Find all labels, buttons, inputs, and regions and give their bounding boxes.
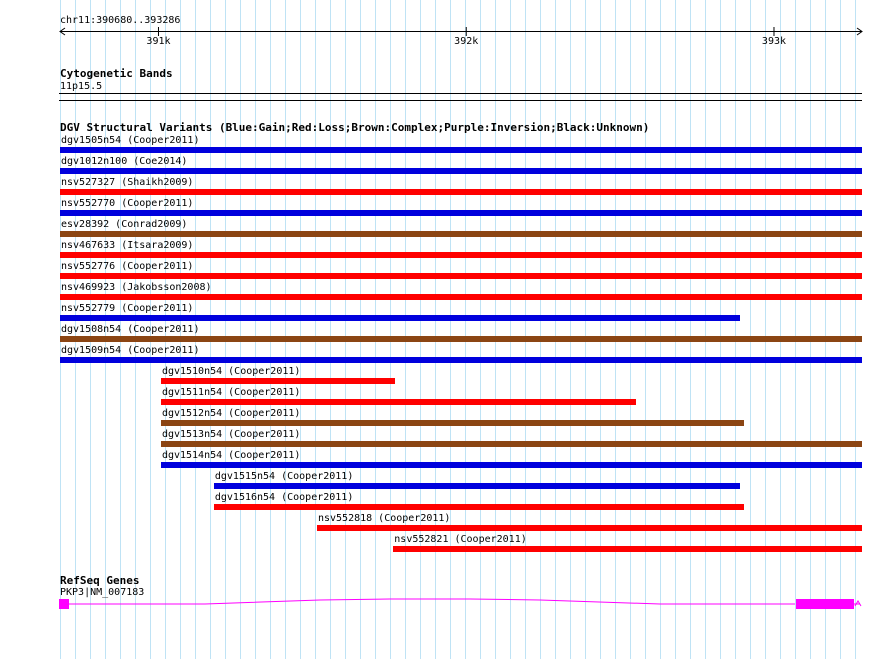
variant-bar[interactable] xyxy=(60,210,862,216)
variant-label[interactable]: nsv552770 (Cooper2011) xyxy=(61,198,194,209)
dgv-track-title[interactable]: DGV Structural Variants (Blue:Gain;Red:Loss;Brown:Complex;Purple:Inversion;Black:Unknown) xyxy=(60,121,650,134)
variant-bar[interactable] xyxy=(60,315,740,321)
refseq-gene-label[interactable]: PKP3|NM_007183 xyxy=(60,587,145,598)
variant-label[interactable]: dgv1510n54 (Cooper2011) xyxy=(161,366,301,377)
refseq-track-title[interactable]: RefSeq Genes xyxy=(60,574,140,587)
variant-label[interactable]: nsv552821 (Cooper2011) xyxy=(394,534,527,545)
variant-bar[interactable] xyxy=(60,147,862,153)
variant-bar[interactable] xyxy=(161,441,862,447)
variant-bar[interactable] xyxy=(60,357,862,363)
variant-bar[interactable] xyxy=(161,399,636,405)
variant-bar[interactable] xyxy=(60,252,862,258)
variant-label[interactable]: dgv1509n54 (Cooper2011) xyxy=(61,345,200,356)
cytoband-label: 11p15.5 xyxy=(60,81,103,92)
variant-bar[interactable] xyxy=(317,525,862,531)
gene-intron-line xyxy=(68,599,795,604)
ruler-position: chr11:390680..393286 xyxy=(60,15,181,26)
variant-label[interactable]: dgv1513n54 (Cooper2011) xyxy=(161,429,301,440)
variant-label[interactable]: nsv469923 (Jakobsson2008) xyxy=(61,282,212,293)
variant-label[interactable]: dgv1512n54 (Cooper2011) xyxy=(161,408,301,419)
variant-bar[interactable] xyxy=(60,189,862,195)
variant-label[interactable]: dgv1505n54 (Cooper2011) xyxy=(61,135,200,146)
ruler-tick-label: 393k xyxy=(761,36,787,47)
variant-label[interactable]: nsv467633 (Itsara2009) xyxy=(61,240,194,251)
cytoband-line-bottom xyxy=(59,100,862,101)
variant-bar[interactable] xyxy=(161,420,744,426)
variant-label[interactable]: dgv1508n54 (Cooper2011) xyxy=(61,324,200,335)
variant-bar[interactable] xyxy=(60,231,862,237)
variant-label[interactable]: nsv527327 (Shaikh2009) xyxy=(61,177,194,188)
variant-bar[interactable] xyxy=(60,294,862,300)
pkp3-gene-model[interactable] xyxy=(0,594,890,614)
variant-bar[interactable] xyxy=(214,504,744,510)
variant-label[interactable]: nsv552776 (Cooper2011) xyxy=(61,261,194,272)
ruler-tick-label: 391k xyxy=(146,36,171,47)
cytoband-track-title[interactable]: Cytogenetic Bands xyxy=(60,67,173,80)
variant-bar[interactable] xyxy=(60,168,862,174)
variant-label[interactable]: nsv552779 (Cooper2011) xyxy=(61,303,194,314)
variant-bar[interactable] xyxy=(60,336,862,342)
ruler-tick-label: 392k xyxy=(454,36,479,47)
cytoband-line-top xyxy=(59,93,862,94)
variant-label[interactable]: dgv1012n100 (Coe2014) xyxy=(61,156,188,167)
variant-bar[interactable] xyxy=(161,378,396,384)
variant-bar[interactable] xyxy=(393,546,862,552)
variant-label[interactable]: dgv1511n54 (Cooper2011) xyxy=(161,387,301,398)
variant-label[interactable]: nsv552818 (Cooper2011) xyxy=(317,513,451,524)
variant-bar[interactable] xyxy=(214,483,740,489)
variant-label[interactable]: dgv1514n54 (Cooper2011) xyxy=(161,450,301,461)
variant-bar[interactable] xyxy=(161,462,862,468)
base-ruler xyxy=(0,25,890,47)
variant-bar[interactable] xyxy=(60,273,862,279)
variant-label[interactable]: esv28392 (Conrad2009) xyxy=(61,219,188,230)
gene-exon xyxy=(59,599,69,609)
variant-label[interactable]: dgv1516n54 (Cooper2011) xyxy=(214,492,354,503)
variant-label[interactable]: dgv1515n54 (Cooper2011) xyxy=(214,471,354,482)
gene-exon xyxy=(796,599,854,609)
